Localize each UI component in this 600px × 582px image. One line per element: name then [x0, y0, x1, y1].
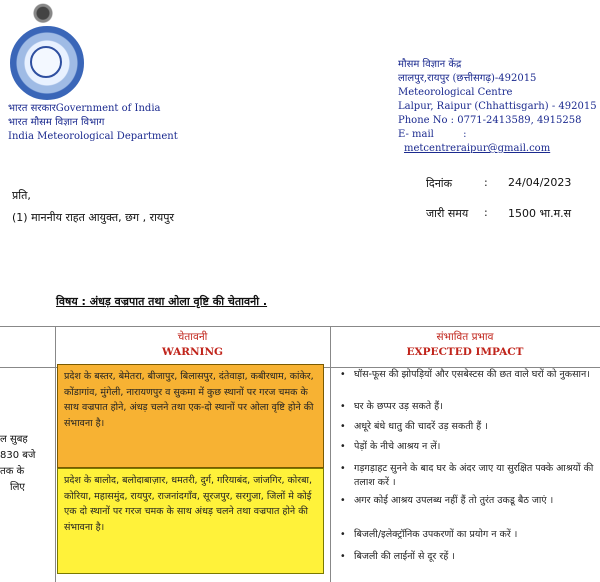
date-sep: :: [484, 176, 488, 189]
email-row: [398, 128, 598, 156]
address-english: Lalpur, Raipur (Chhattisgarh) - 492015: [398, 101, 597, 112]
to-label: प्रति,: [12, 189, 31, 202]
imd-hindi-text: भारत मौसम विज्ञान विभाग: [8, 117, 105, 128]
date-label: दिनांक: [426, 177, 453, 190]
time-label: जारी समय: [426, 207, 469, 220]
imd-english-text: India Meteorological Department: [8, 131, 178, 142]
validity-column: [0, 432, 54, 496]
impact-item: • बिजली/इलेक्ट्रॉनिक उपकरणों का प्रयोग न करें ।: [340, 529, 518, 540]
impact-item: • अधूरे बंधे धातु की चादरें उड़ सकती हैं ।: [340, 421, 488, 432]
time-sep: :: [484, 206, 488, 219]
bullet-icon: •: [340, 369, 346, 380]
impact-item: • गड़गड़ाहट सुनने के बाद घर के अंदर जाए या सुरक्षित पक्के आश्रयों की तलाश करें ।: [340, 463, 594, 488]
left-header: [8, 102, 178, 144]
yellow-warning-box: [57, 468, 324, 574]
validity-line: तक के: [0, 466, 25, 477]
email-label: E- mail: [398, 129, 434, 140]
impact-item: • अगर कोई आश्रय उपलब्ध नहीं हैं तो तुरंत उकडू बैठ जाएं ।: [340, 495, 554, 506]
impact-item: • घर के छप्पर उड़ सकते हैं।: [340, 401, 443, 412]
bullet-icon: •: [340, 441, 346, 452]
bullet-icon: •: [340, 401, 346, 412]
impact-hindi: संभावित प्रभाव: [436, 331, 494, 343]
impact-header: [330, 330, 600, 360]
col-divider-mid: [330, 326, 331, 582]
met-centre-hindi: मौसम विज्ञान केंद्र: [398, 59, 462, 70]
bullet-icon: •: [340, 421, 346, 432]
orange-warning-text: प्रदेश के बस्तर, बेमेतरा, बीजापुर, बिलासपुर, दंतेवाड़ा, कबीरधाम, कांकेर, कोंडागांव, मुंगेली, नारायणपुर व सुकमा में कुछ स्थानों पर गरज चमक के साथ वज्रपात होने, अंधड़ चलने तथा एक-दो स्थानों पर ओला वृष्टि होने की संभावना है।: [64, 371, 314, 429]
imd-logo-center: [30, 46, 62, 78]
impact-item: • पेड़ों के नीचे आश्रय न लें।: [340, 441, 441, 452]
col-divider-left: [55, 326, 56, 582]
met-centre-english: Meteorological Centre: [398, 87, 513, 98]
email-sep: :: [463, 129, 467, 140]
orange-warning-box: [57, 364, 324, 468]
subject-line: विषय : अंधड़ वज्रपात तथा ओला वृष्टि की चेतावनी .: [56, 295, 268, 308]
impact-item: • बिजली की लाईनों से दूर रहें ।: [340, 551, 455, 562]
bullet-icon: •: [340, 529, 346, 540]
validity-line: ल सुबह: [0, 434, 28, 445]
time-value: 1500 भा.म.स: [508, 207, 572, 220]
validity-line: लिए: [10, 482, 25, 493]
right-header: [398, 58, 598, 156]
recipient-text: (1) माननीय राहत आयुक्त, छग , रायपुर: [12, 211, 175, 224]
date-value: 24/04/2023: [508, 176, 572, 189]
bullet-icon: •: [340, 463, 346, 474]
yellow-warning-text: प्रदेश के बालोद, बलोदाबाज़ार, धमतरी, दुर्ग, गरियाबंद, जांजगिर, कोरबा, कोरिया, महासमुंद, रायपुर, राजनांदगाँव, सूरजपुर, सरगुजा, जिलों मे कोई एक दो स्थानों पर गरज चमक के साथ अंधड़ चलने तथा वज्रपात होने की संभावना है।: [64, 475, 313, 533]
bullet-icon: •: [340, 495, 346, 506]
impact-item: • घॉस-फूस की झोपड़ियों और एसबेस्टस की छत वाले घरों को नुकसान।: [340, 369, 590, 380]
address-hindi: लालपुर,रायपुर (छत्तीसगढ़)-492015: [398, 73, 537, 84]
bullet-icon: •: [340, 551, 346, 562]
phone-text: Phone No : 0771-2413589, 4915258: [398, 115, 582, 126]
warning-hindi: चेतावनी: [177, 331, 208, 343]
email-link[interactable]: metcentreraipur@gmail.com: [404, 143, 551, 154]
govt-india-text: भारत सरकारGovernment of India: [8, 103, 161, 114]
warning-english: WARNING: [161, 346, 224, 358]
validity-line: 830 बजे: [0, 450, 36, 461]
impact-english: EXPECTED IMPACT: [406, 346, 524, 358]
warning-header: [55, 330, 330, 360]
